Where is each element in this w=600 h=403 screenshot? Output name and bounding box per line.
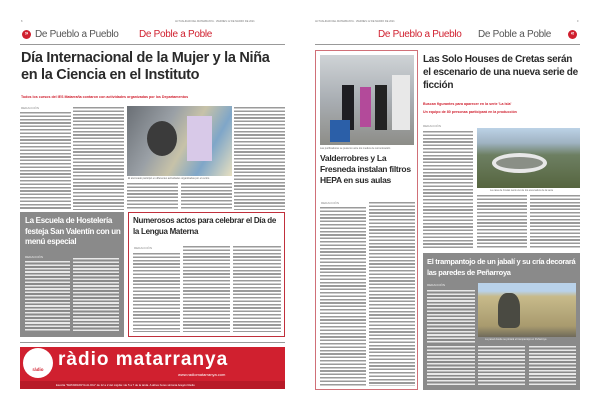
folio: ACTUALIDAD DEL MATARRANYA · VIERNES 12 DE MARZO DE 2021 — [315, 20, 395, 23]
body-column — [530, 194, 580, 248]
radio-matarranya-ad[interactable] — [20, 347, 285, 389]
trampantojo-box — [423, 253, 580, 390]
radio-logo: ràdio — [23, 348, 53, 378]
body-column — [73, 257, 119, 332]
body-column — [369, 201, 415, 386]
byline: REDACCIÓN — [134, 246, 153, 250]
byline: REDACCIÓN — [25, 255, 44, 259]
body-column — [477, 194, 527, 248]
body-column — [233, 245, 281, 332]
wall-photo — [478, 283, 576, 337]
page-number: 8 — [21, 20, 23, 23]
page-number: 9 — [577, 20, 579, 23]
section-title-cat: De Poble a Poble — [139, 29, 213, 40]
section-title-cat: De Poble a Poble — [478, 29, 552, 40]
divider — [20, 44, 285, 45]
body-column — [234, 106, 285, 210]
byline: REDACCIÓN — [21, 106, 40, 110]
photo-caption: La casa de Cretas será uno de los escenarios de la serie — [490, 189, 554, 192]
hepa-box — [315, 50, 418, 390]
hepa-photo — [320, 55, 414, 145]
lengua-headline: Numerosos actos para celebrar el Día de la Lengua Materna — [133, 216, 277, 236]
photo-caption: Las purificadoras se pusieron ante los medios de comunicación — [320, 147, 391, 150]
students-photo — [127, 106, 232, 176]
body-column — [25, 260, 70, 332]
solo-houses-headline: Las Solo Houses de Cretas serán el escenario de una nueva serie de ficción — [423, 54, 578, 91]
solo-houses-photo — [477, 128, 580, 188]
hepa-headline: Valderrobres y La Fresneda instalan filtros HEPA en sus aulas — [320, 153, 411, 185]
body-column — [181, 182, 232, 210]
photo-caption: El alumnado participó en diferentes actividades organizadas por el centro — [128, 177, 210, 180]
body-column — [423, 130, 473, 248]
headline: Día Internacional de la Mujer y la Niña en la Ciencia en el Instituto — [21, 50, 270, 83]
body-column — [133, 252, 180, 332]
section-title-es: De Pueblo a Pueblo — [35, 29, 119, 40]
body-column — [320, 206, 366, 386]
ad-tagline: Escolta "MATARRANYA AL DIA" de 12 a 2 del migdia i de 5 a 7 de la tarda. A altres hores sintonia Aragón Radio — [56, 382, 195, 387]
body-column — [529, 345, 576, 385]
section-title-es: De Pueblo a Pueblo — [378, 29, 462, 40]
ad-brand: ràdio matarranya — [58, 349, 229, 370]
lengua-box — [128, 212, 285, 337]
body-column — [20, 111, 71, 210]
byline: REDACCIÓN — [321, 201, 340, 205]
body-column — [427, 289, 475, 343]
photo-caption: La pared donde se pintará el trampantojo en Peñarroya — [485, 338, 547, 341]
body-column — [183, 245, 230, 332]
subtitle: Todos los cursos del IES Matarraña contaron con actividades organizadas por los Departamentos — [21, 95, 189, 99]
body-column — [73, 106, 124, 210]
divider — [20, 342, 285, 343]
body-column — [427, 345, 475, 385]
chevrons-left-icon: « — [568, 30, 577, 39]
subtitle: Un equipo de 80 personas participará en la producción — [423, 110, 517, 114]
ad-url[interactable]: www.radiomatarranya.com — [178, 372, 226, 377]
divider — [315, 44, 580, 45]
byline: REDACCIÓN — [427, 283, 446, 287]
folio: ACTUALIDAD DEL MATARRANYA · VIERNES 12 DE MARZO DE 2021 — [175, 20, 255, 23]
body-column — [478, 345, 525, 385]
chevrons-right-icon: » — [22, 30, 31, 39]
hosteleria-headline: La Escuela de Hostelería festeja San Valentín con un menú especial — [25, 216, 121, 246]
subtitle: Buscan figurantes para aparecer en la serie 'La Isla' — [423, 102, 512, 106]
trampantojo-headline: El trampantojo de un jabalí y su cría decorará las paredes de Peñarroya — [427, 257, 576, 277]
byline: REDACCIÓN — [423, 124, 442, 128]
hosteleria-box — [20, 212, 124, 337]
body-column — [127, 182, 178, 210]
